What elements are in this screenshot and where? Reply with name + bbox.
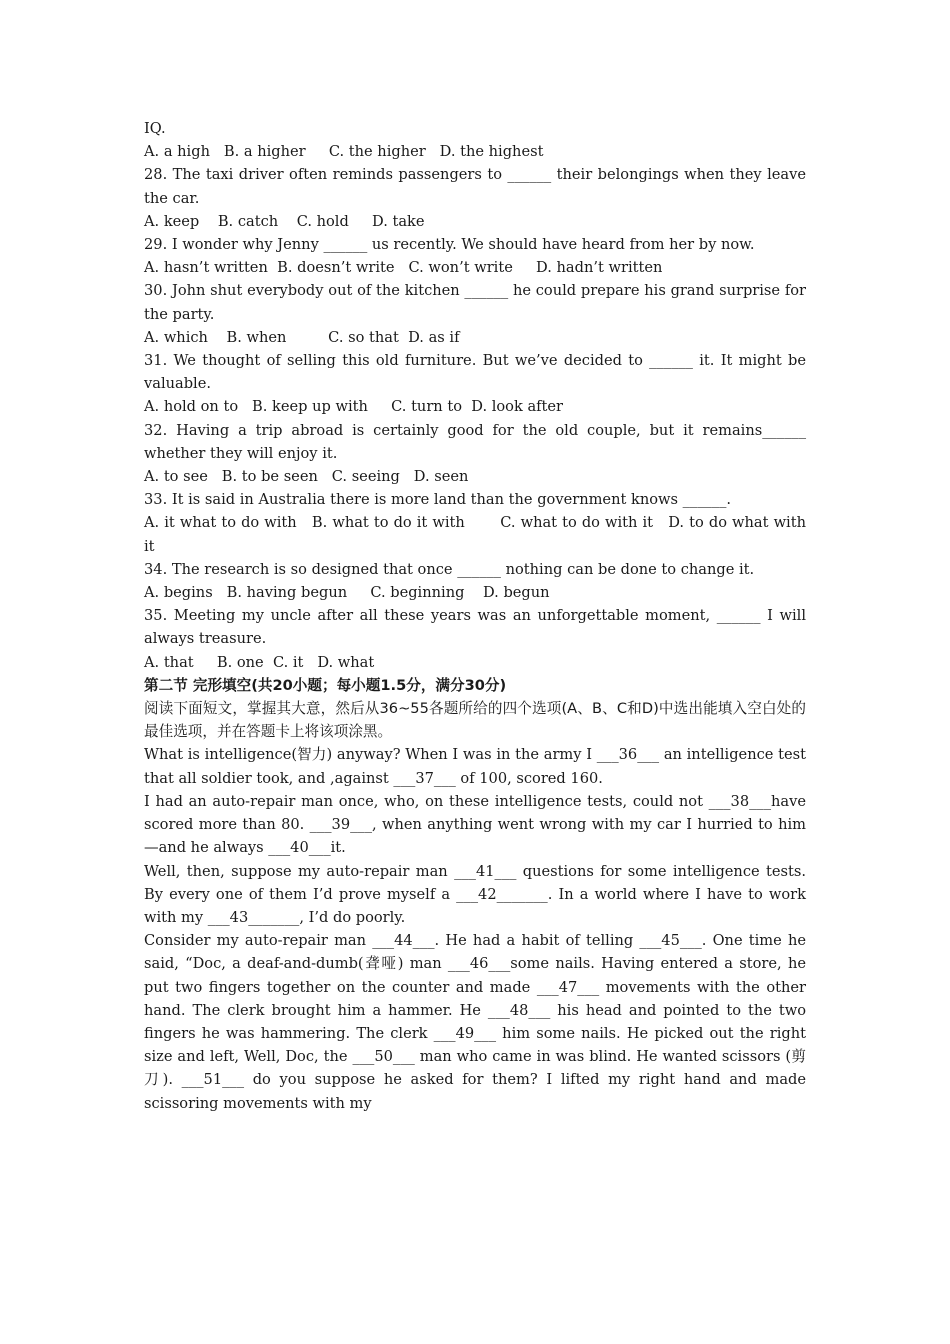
options-34: A. begins B. having begun C. beginning D. begun	[144, 584, 550, 602]
options-31: A. hold on to B. keep up with C. turn to D. look after	[144, 398, 564, 416]
passage-paragraph-3: Well, then, suppose my auto-repair man ___41___ questions for some intelligence tests. By every one of them I’d prove myself a ___42_______. In a world where I have to work with my ___43_______, I’d do poorly.	[144, 862, 811, 926]
question-29: 29. I wonder why Jenny ______ us recently. We should have heard from her by now.	[144, 236, 755, 254]
section-title: 第二节 完形填空(共20小题；每小题1.5分，满分30分)	[144, 676, 507, 694]
question-30: 30. John shut everybody out of the kitchen ______ he could prepare his grand surprise for the party.	[144, 282, 811, 323]
text-line-1: IQ.	[144, 120, 166, 137]
question-31: 31. We thought of selling this old furniture. But we’ve decided to ______ it. It might be valuable.	[144, 352, 811, 393]
section-instructions: 阅读下面短文，掌握其大意，然后从36~55各题所给的四个选项(A、B、C和D)中选出能填入空白处的最佳选项，并在答题卡上将该项涂黑。	[144, 700, 806, 741]
options-30: A. which B. when C. so that D. as if	[144, 328, 460, 346]
options-33: A. it what to do with B. what to do it with C. what to do with it D. to do what with it	[144, 514, 811, 555]
question-34: 34. The research is so designed that once ______ nothing can be done to change it.	[144, 560, 755, 578]
document-page	[144, 117, 811, 1115]
options-29: A. hasn’t written B. doesn’t write C. won’t write D. hadn’t written	[144, 259, 663, 277]
question-32: 32. Having a trip abroad is certainly good for the old couple, but it remains______ whether they will enjoy it.	[144, 421, 811, 462]
options-27: A. a high B. a higher C. the higher D. the highest	[144, 143, 544, 161]
options-35: A. that B. one C. it D. what	[144, 653, 375, 671]
options-28: A. keep B. catch C. hold D. take	[144, 212, 425, 230]
options-32: A. to see B. to be seen C. seeing D. seen	[144, 468, 469, 486]
passage-paragraph-2: I had an auto-repair man once, who, on these intelligence tests, could not ___38___have scored more than 80. ___39___, when anything went wrong with my car I hurried to him—and he always ___40___it.	[144, 792, 811, 857]
question-28: 28. The taxi driver often reminds passengers to ______ their belongings when they leave the car.	[144, 166, 811, 207]
passage-paragraph-4: Consider my auto-repair man ___44___. He had a habit of telling ___45___. One time he said, “Doc, a deaf-and-dumb(聋哑) man ___46___some nails. Having entered a store, he put two fingers together on the counter and made ___47___ movements with the other hand. The clerk brought him a hammer. He ___48___ his head and pointed to the two fingers he was hammering. The clerk ___49___ him some nails. He picked out the right size and left, Well, Doc, the ___50___ man who came in was blind. He wanted scissors (剪刀). ___51___ do you suppose he asked for them? I lifted my right hand and made scissoring movements with my	[144, 932, 811, 1112]
passage-paragraph-1: What is intelligence(智力) anyway? When I was in the army I ___36___ an intelligence test that all soldier took, and ,against ___37___ of 100, scored 160.	[144, 746, 811, 787]
question-33: 33. It is said in Australia there is more land than the government knows ______.	[144, 491, 732, 509]
question-35: 35. Meeting my uncle after all these years was an unforgettable moment, ______ I will always treasure.	[144, 607, 811, 648]
